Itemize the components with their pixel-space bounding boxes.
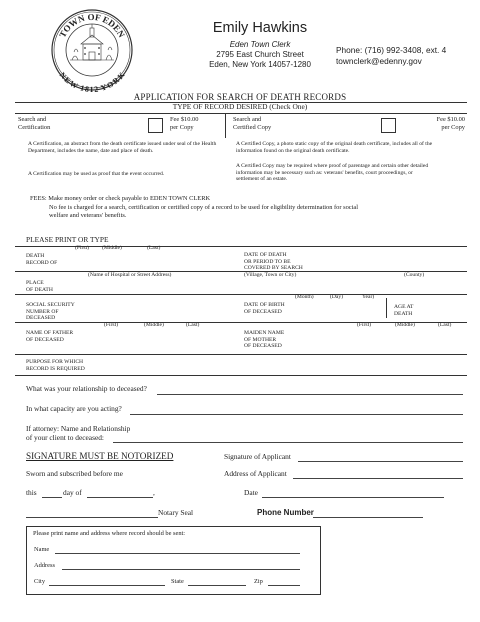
attorney-field[interactable]: [113, 442, 463, 443]
mailing-address-label: Address: [34, 562, 55, 569]
ssn-label: SOCIAL SECURITY NUMBER OF DECEASED: [26, 302, 75, 322]
options-divider: [225, 113, 226, 138]
print-header: PLEASE PRINT OR TYPE: [26, 235, 109, 244]
mailing-zip-field[interactable]: [268, 585, 300, 586]
fees-line-1: FEES: Make money order or check payable to EDEN TOWN CLERK: [30, 195, 211, 202]
purpose-label: PURPOSE FOR WHICH RECORD IS REQUIRED: [26, 359, 85, 372]
row-line-4: [15, 354, 467, 355]
type-header-underline: [15, 113, 467, 114]
age-at-death-label: AGE AT DEATH: [394, 304, 414, 317]
row-line-1: [15, 271, 467, 272]
certification-description: A Certification, an abstract from the death certificate issued under seal of the Health Department, includes the name, date and place of death.: [28, 141, 217, 154]
notary-signature-field[interactable]: [26, 517, 158, 518]
place-of-death-label: PLACE OF DEATH: [26, 280, 53, 293]
day-of-label: day of: [63, 488, 82, 497]
clerk-city: Eden, New York 14057-1280: [209, 60, 311, 69]
search-certification-checkbox[interactable]: [148, 118, 163, 133]
name-middle-hint: (Middle): [102, 245, 122, 251]
notary-day-field[interactable]: [42, 497, 62, 498]
relationship-field[interactable]: [157, 394, 463, 395]
certified-copy-note: A Certified Copy may be required where proof of parentage and certain other detailed information may be necessary such as: veterans' benefits, court proceedings, or settlement of an estate.: [236, 163, 429, 183]
seal-bottom-text: NEW 1812 YORK: [57, 70, 127, 92]
town-seal: [50, 8, 134, 92]
certification-note: A Certification may be used as proof that the event occurred.: [28, 171, 165, 177]
this-label: this: [26, 488, 37, 497]
fees-line-2: No fee is charged for a search, certification or certified copy of a record to be used for eligibility determination for social: [49, 204, 358, 211]
clerk-role: Eden Town Clerk: [229, 40, 291, 49]
row-line-2: [15, 294, 467, 295]
mailing-zip-label: Zip: [254, 578, 263, 585]
record-type-header: TYPE OF RECORD DESIRED (Check One): [172, 102, 308, 111]
dob-label: DATE OF BIRTH OF DECEASED: [244, 302, 285, 315]
seal-top-text: TOWN OF EDEN: [57, 11, 127, 40]
svg-text:NEW 1812 YORK: [58, 70, 127, 92]
date-of-death-label: DATE OF DEATH OR PERIOD TO BE COVERED BY SEARCH: [244, 252, 303, 272]
row-line-5: [15, 375, 467, 376]
mailing-city-label: City: [34, 578, 46, 585]
search-certified-copy-checkbox[interactable]: [381, 118, 396, 133]
year-hint: Year): [362, 294, 375, 300]
hospital-hint: (Name of Hospital or Street Address): [88, 272, 172, 278]
father-middle-hint: (Middle): [144, 322, 164, 328]
mailing-state-field[interactable]: [188, 585, 246, 586]
mailing-city-field[interactable]: [49, 585, 165, 586]
mailing-name-label: Name: [34, 546, 50, 553]
form-title: APPLICATION FOR SEARCH OF DEATH RECORDS: [133, 92, 347, 102]
age-divider: [386, 298, 387, 318]
seal-graphic: [50, 8, 134, 92]
name-first-hint: (First): [75, 245, 89, 251]
father-last-hint: (Last): [186, 322, 200, 328]
mailing-address-field[interactable]: [62, 569, 300, 570]
clerk-street: 2795 East Church Street: [216, 50, 304, 59]
applicant-signature-label: Signature of Applicant: [224, 452, 291, 461]
clerk-phone: Phone: (716) 992-3408, ext. 4: [336, 45, 447, 55]
mother-name-label: MAIDEN NAME OF MOTHER OF DECEASED: [244, 330, 285, 350]
village-hint: (Village, Town or City): [244, 272, 297, 278]
father-name-label: NAME OF FATHER OF DECEASED: [26, 330, 74, 343]
phone-number-field[interactable]: [313, 517, 423, 518]
capacity-question: In what capacity are you acting?: [26, 404, 122, 413]
relationship-question: What was your relationship to deceased?: [26, 384, 147, 393]
attorney-question: If attorney: Name and Relationship of your client to deceased:: [26, 424, 131, 442]
date-field[interactable]: [262, 497, 444, 498]
notary-comma: ,: [153, 488, 155, 497]
notarized-notice: SIGNATURE MUST BE NOTORIZED: [26, 451, 174, 461]
option-right-fee: Fee $10.00 per Copy: [436, 116, 465, 131]
date-label: Date: [244, 488, 258, 497]
applicant-address-field[interactable]: [293, 478, 463, 479]
notary-month-field[interactable]: [87, 497, 153, 498]
fees-line-3: welfare and veterans' benefits.: [49, 212, 127, 219]
clerk-email: townclerk@edenny.gov: [336, 56, 422, 66]
applicant-signature-field[interactable]: [298, 461, 463, 462]
mother-middle-hint: (Middle): [395, 322, 415, 328]
clerk-name: Emily Hawkins: [212, 20, 308, 36]
month-hint: (Month): [295, 294, 314, 300]
mother-first-hint: (First): [357, 322, 371, 328]
notary-seal-label: Notary Seal: [158, 508, 194, 517]
mailing-state-label: State: [171, 578, 184, 585]
day-hint: (Day): [330, 294, 344, 300]
option-left-fee: Fee $10.00 per Copy: [170, 116, 199, 131]
applicant-address-label: Address of Applicant: [224, 469, 287, 478]
death-record-label: DEATH RECORD OF: [26, 253, 58, 266]
mailing-name-field[interactable]: [55, 553, 300, 554]
mailing-instruction: Please print name and address where record should be sent:: [33, 530, 186, 537]
phone-number-label: Phone Number: [257, 508, 314, 517]
sworn-label: Sworn and subscribed before me: [26, 469, 123, 478]
capacity-field[interactable]: [130, 414, 463, 415]
county-hint: (County): [404, 272, 425, 278]
option-right-label: Search and Certified Copy: [233, 116, 272, 131]
mother-last-hint: (Last): [438, 322, 452, 328]
father-first-hint: (First): [104, 322, 118, 328]
certified-copy-description: A Certified Copy, a photo static copy of the original death certificate, includes all of the information found on the original death certificate.: [236, 141, 433, 154]
option-left-label: Search and Certification: [18, 116, 51, 131]
name-last-hint: (Last): [147, 245, 161, 251]
